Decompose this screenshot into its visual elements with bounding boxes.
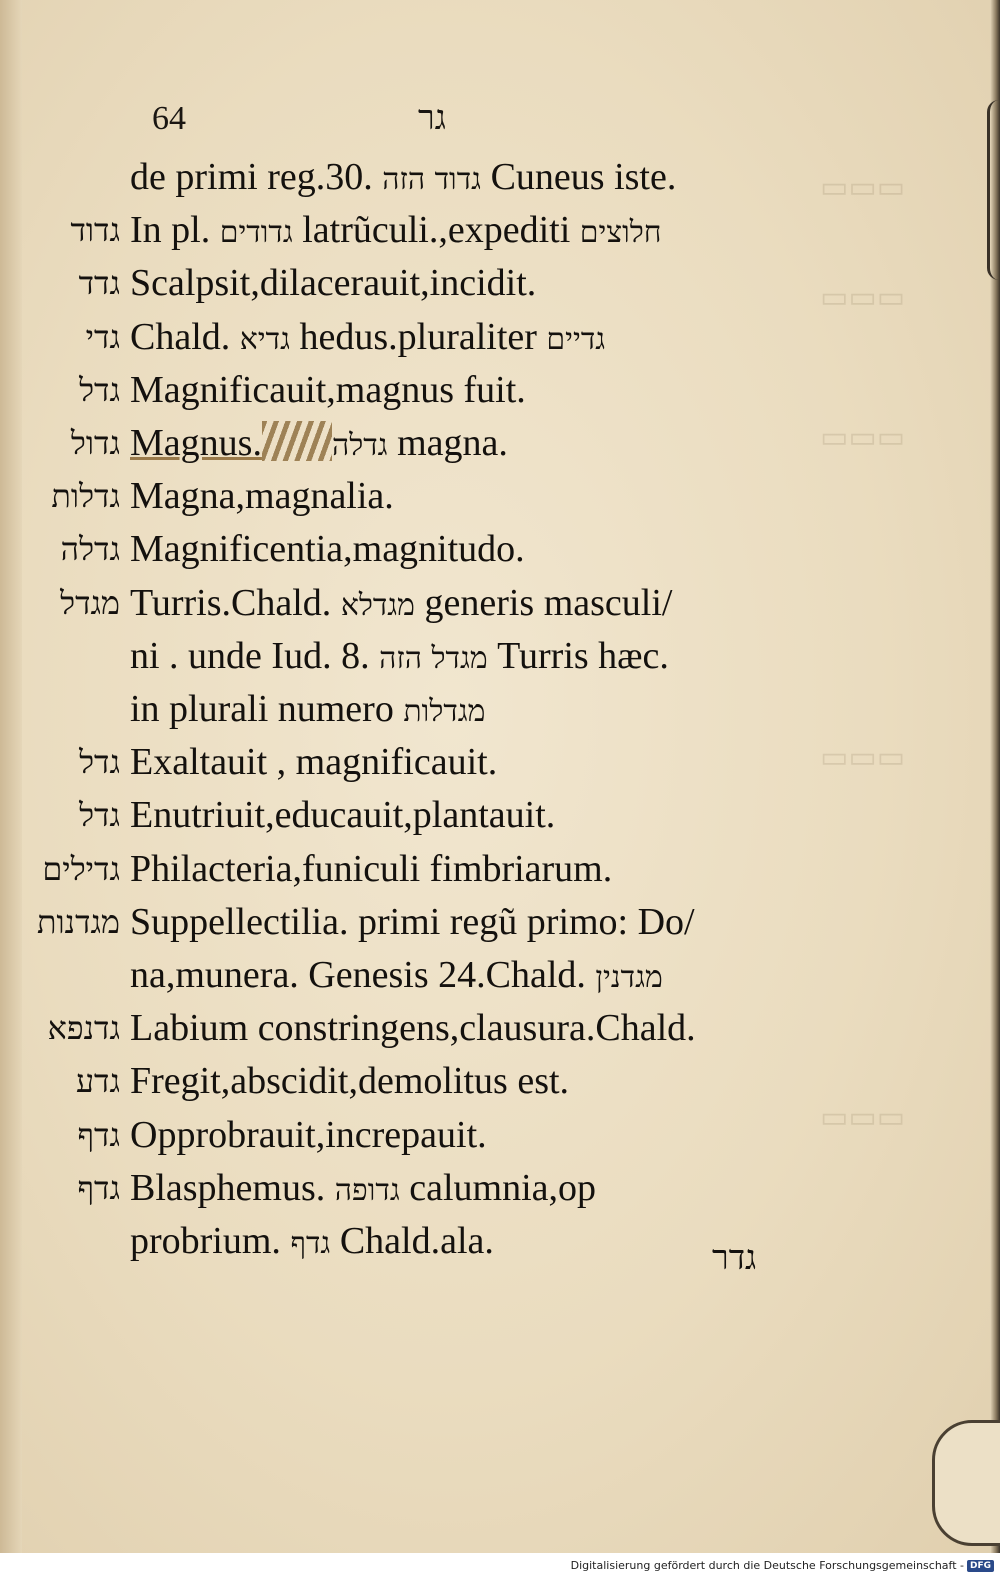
latin-gloss: na,munera. Genesis 24.Chald. bbox=[130, 954, 596, 996]
headword-hebrew: גדלה bbox=[60, 530, 120, 569]
headword-hebrew: גדל bbox=[79, 743, 120, 782]
headword-hebrew: גדול bbox=[70, 424, 120, 462]
headword-hebrew: גדע bbox=[75, 1062, 120, 1101]
page-number: 64 bbox=[152, 100, 186, 137]
show-through-5: ▭▭▭ bbox=[820, 1100, 906, 1135]
entry-text bbox=[130, 469, 394, 526]
headword-hebrew: גדל bbox=[79, 370, 120, 409]
headword-hebrew: גדד bbox=[78, 264, 120, 303]
entry-line bbox=[0, 1108, 1000, 1162]
latin-gloss: In pl. bbox=[130, 209, 220, 252]
inline-hebrew: מגדלות bbox=[403, 694, 486, 729]
entry-line bbox=[0, 363, 1000, 417]
latin-gloss: probrium. bbox=[130, 1220, 291, 1262]
entry-text bbox=[130, 1054, 569, 1111]
entry-line bbox=[0, 310, 1000, 364]
latin-gloss: Fregit,abscidit,demolitus est. bbox=[130, 1060, 570, 1103]
latin-gloss: Blasphemus. bbox=[130, 1166, 335, 1209]
entry-text bbox=[130, 682, 485, 739]
inline-hebrew: גדיא bbox=[239, 321, 290, 357]
headword-hebrew: גדנפא bbox=[47, 1009, 120, 1048]
entry-line bbox=[0, 948, 1000, 1002]
latin-gloss: Magna,magnalia. bbox=[130, 475, 394, 518]
entry-text bbox=[130, 735, 497, 792]
entry-line bbox=[0, 842, 1000, 896]
latin-gloss: Magnificauit,magnus fuit. bbox=[130, 368, 526, 411]
show-through-1: ▭▭▭ bbox=[820, 170, 906, 205]
latin-gloss: generis masculi/ bbox=[414, 581, 673, 624]
entry-text bbox=[130, 310, 605, 367]
latin-gloss: Labium constringens,clausura.Chald. bbox=[130, 1007, 696, 1050]
latin-gloss: Exaltauit , magnificauit. bbox=[130, 741, 498, 784]
latin-gloss: Opprobrauit,increpauit. bbox=[130, 1113, 487, 1156]
inline-hebrew: גדף bbox=[290, 1226, 331, 1261]
latin-gloss: Turris.Chald. bbox=[130, 581, 341, 624]
headword-hebrew: מגדנות bbox=[36, 902, 120, 941]
entry-text bbox=[130, 1214, 494, 1271]
inline-hebrew: מגדנין bbox=[595, 960, 663, 995]
entry-line bbox=[0, 1054, 1000, 1108]
latin-gloss: Suppellectilia. primi regũ primo: Do/ bbox=[130, 900, 695, 943]
entry-line bbox=[0, 682, 1000, 736]
latin-gloss: ni . unde Iud. 8. bbox=[130, 634, 380, 677]
entry-text bbox=[130, 1108, 487, 1165]
catchword: גדר bbox=[712, 1238, 757, 1278]
entry-line bbox=[0, 256, 1000, 310]
latin-gloss: calumnia,op bbox=[399, 1166, 597, 1209]
inline-hebrew: מגדל הזה bbox=[379, 640, 488, 676]
entry-line bbox=[0, 895, 1000, 949]
entry-line bbox=[0, 1214, 1000, 1268]
entry-line bbox=[0, 522, 1000, 576]
entry-line bbox=[0, 788, 1000, 842]
entry-line bbox=[0, 576, 1000, 630]
latin-gloss: Chald.ala. bbox=[330, 1220, 494, 1262]
show-through-2: ▭▭▭ bbox=[820, 280, 906, 315]
latin-gloss: Magnificentia,magnitudo. bbox=[130, 528, 525, 571]
dfg-logo: DFG bbox=[967, 1560, 994, 1572]
entry-text bbox=[130, 1001, 696, 1058]
headword-hebrew: גדף bbox=[77, 1115, 120, 1154]
show-through-3: ▭▭▭ bbox=[820, 420, 906, 455]
headword-hebrew: מגדל bbox=[60, 583, 120, 622]
latin-gloss: Enutriuit,educauit,plantauit. bbox=[130, 794, 556, 837]
headword-hebrew: גדילים bbox=[42, 849, 120, 888]
footer-bar bbox=[0, 1553, 1000, 1575]
latin-gloss: Chald. bbox=[130, 315, 240, 358]
entry-text bbox=[130, 1161, 596, 1218]
latin-gloss: magna. bbox=[387, 422, 508, 464]
entry-text bbox=[130, 895, 695, 952]
latin-gloss: Turris hæc. bbox=[487, 634, 669, 677]
latin-gloss: Cuneus iste. bbox=[481, 156, 677, 198]
inline-hebrew: מגדלא bbox=[340, 587, 415, 623]
entry-line bbox=[0, 203, 1000, 257]
headword-hebrew: גדף bbox=[77, 1168, 120, 1207]
entry-text bbox=[130, 256, 536, 313]
headword-hebrew: גדוד bbox=[70, 211, 120, 250]
entry-text bbox=[130, 522, 525, 579]
entry-text bbox=[130, 948, 663, 1005]
inline-hebrew: חלוצים bbox=[579, 215, 662, 251]
page-notch-bottom bbox=[932, 1420, 1000, 1546]
entry-text bbox=[130, 363, 526, 420]
latin-gloss: latrũculi.,expediti bbox=[292, 209, 580, 252]
headword-hebrew: גדלות bbox=[51, 477, 120, 516]
latin-gloss: hedus.pluraliter bbox=[289, 315, 547, 358]
latin-gloss: Philacteria,funiculi fimbriarum. bbox=[130, 847, 613, 890]
latin-gloss: Scalpsit,dilacerauit,incidit. bbox=[130, 262, 537, 305]
entry-text bbox=[130, 150, 676, 207]
latin-gloss: in plurali numero bbox=[130, 688, 404, 730]
headword-hebrew: גדל bbox=[79, 796, 120, 835]
entry-text bbox=[130, 576, 672, 633]
handwritten-strike-mark bbox=[262, 421, 332, 461]
entry-line bbox=[0, 629, 1000, 683]
latin-gloss: Magnus. bbox=[130, 422, 262, 464]
entry-line bbox=[0, 1161, 1000, 1215]
inline-hebrew: גדלה bbox=[331, 428, 388, 463]
entry-text bbox=[130, 842, 612, 899]
headword-hebrew: גדי bbox=[85, 317, 120, 356]
inline-hebrew: גדיים bbox=[546, 321, 606, 357]
running-head: גר bbox=[418, 98, 446, 138]
entry-text bbox=[130, 788, 555, 845]
entry-text bbox=[130, 203, 662, 260]
inline-hebrew: גדודים bbox=[219, 215, 293, 251]
footer-credit: Digitalisierung gefördert durch die Deutsche Forschungsgemeinschaft - bbox=[570, 1559, 964, 1572]
entry-line bbox=[0, 1001, 1000, 1055]
entry-text bbox=[130, 629, 669, 686]
entry-line bbox=[0, 735, 1000, 789]
entry-line bbox=[0, 150, 1000, 204]
entry-line bbox=[0, 416, 1000, 470]
inline-hebrew: גדופה bbox=[334, 1172, 400, 1208]
show-through-4: ▭▭▭ bbox=[820, 740, 906, 775]
entry-line bbox=[0, 469, 1000, 523]
entry-text bbox=[130, 416, 508, 473]
inline-hebrew: גדוד הזה bbox=[382, 162, 482, 197]
latin-gloss: de primi reg.30. bbox=[130, 156, 383, 198]
